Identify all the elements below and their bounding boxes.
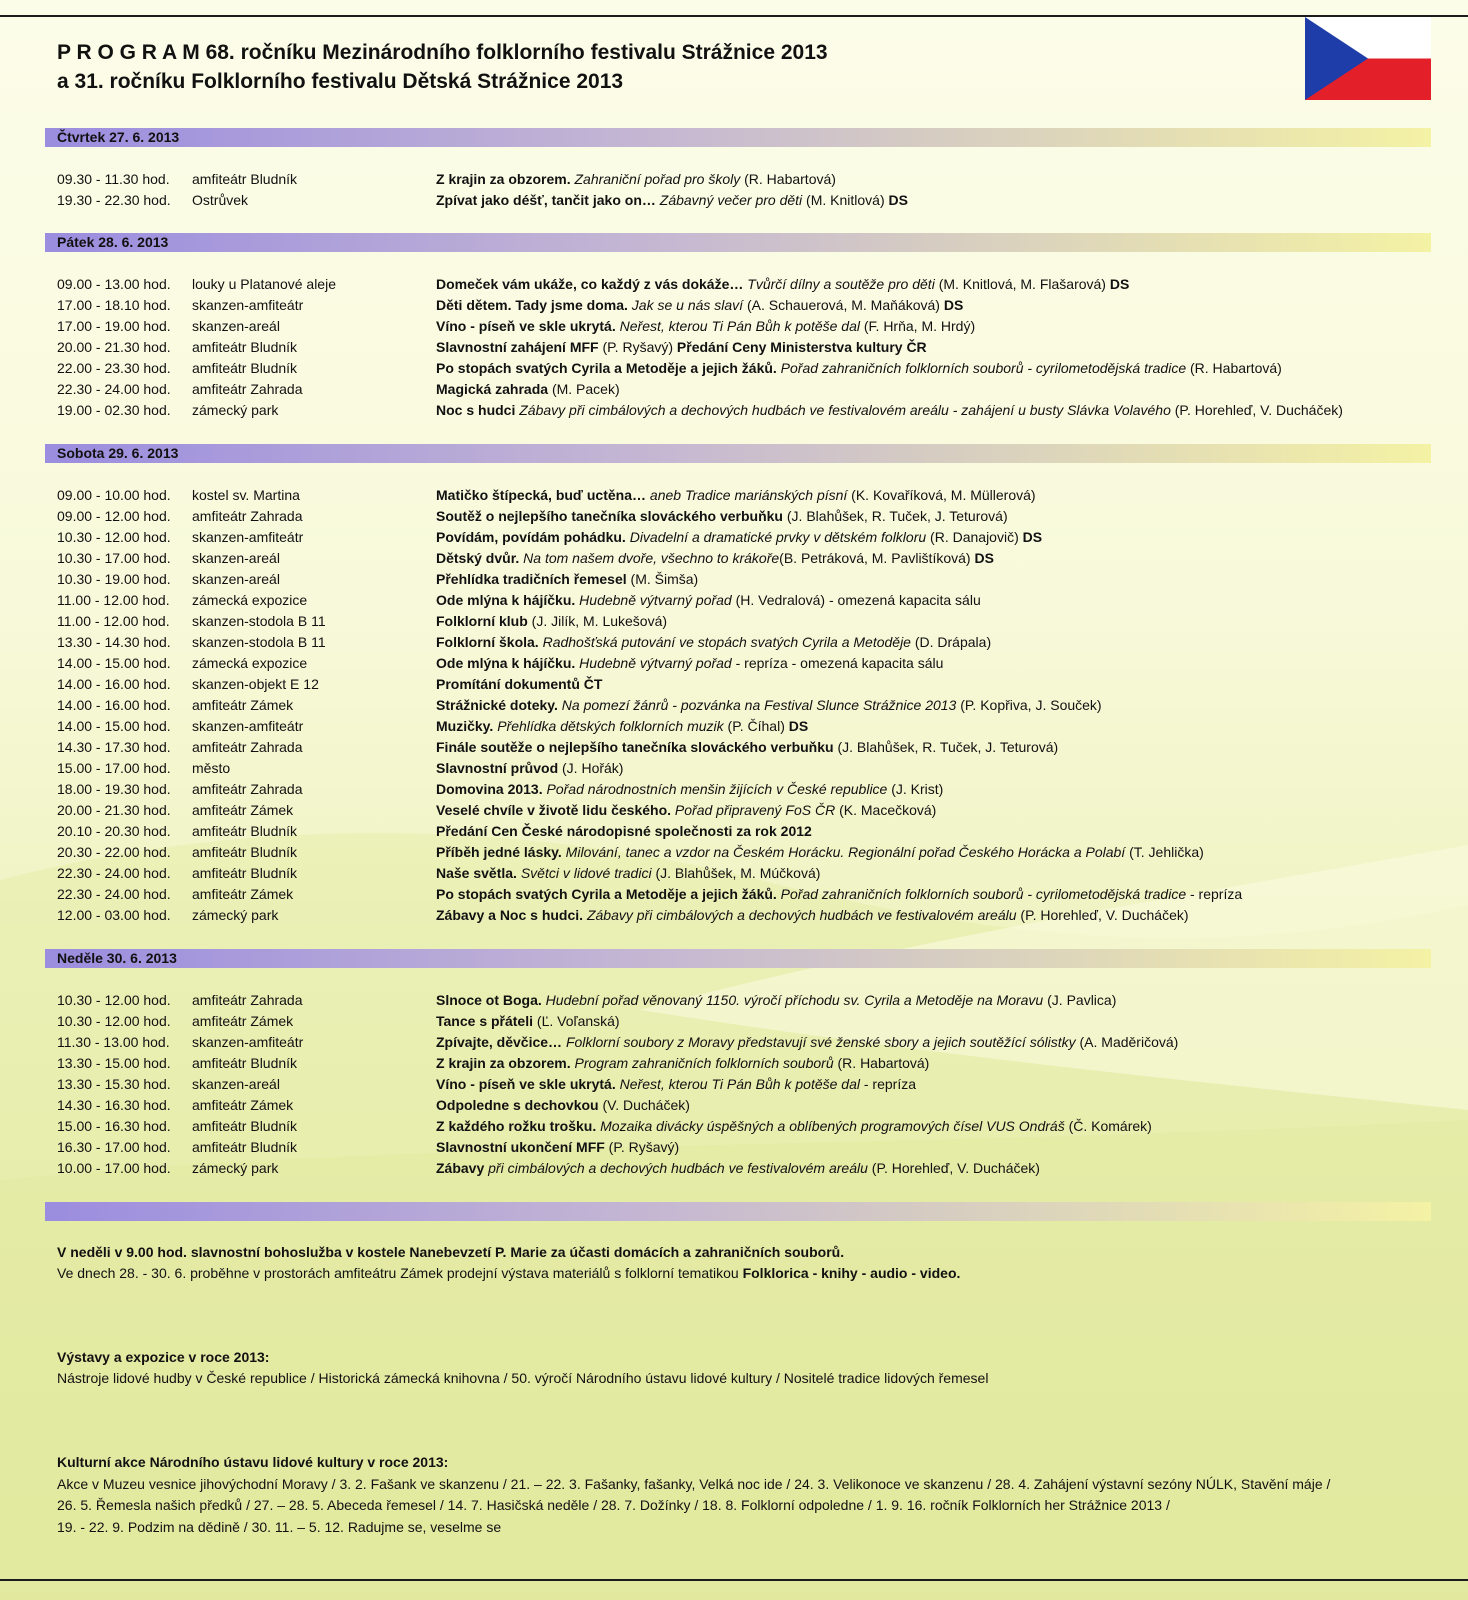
event-description	[436, 905, 1242, 926]
event-time: 20.30 - 22.00 hod.	[57, 844, 171, 860]
event-description	[436, 758, 1242, 779]
event-time: 22.00 - 23.30 hod.	[57, 360, 171, 376]
event-credits: (A. Schauerová, M. Maňáková)	[743, 297, 940, 313]
event-venue: louky u Platanové aleje	[192, 276, 336, 292]
event-title: Z každého rožku trošku.	[436, 1118, 597, 1134]
event-venue: amfiteátr Bludník	[192, 844, 298, 860]
event-description	[436, 590, 1242, 611]
event-description	[436, 190, 908, 211]
event-time: 14.00 - 16.00 hod.	[57, 676, 171, 692]
event-credits: (Ľ. Voľanská)	[533, 1013, 620, 1029]
event-credits: (R. Habartová)	[1186, 360, 1282, 376]
event-highlight: DS	[1105, 276, 1130, 292]
event-credits: - repríza - omezená kapacita sálu	[731, 655, 944, 671]
event-credits: (J. Krist)	[887, 781, 944, 797]
event-title: Naše světla.	[436, 865, 517, 881]
event-credits: (J. Blahůšek, M. Múčková)	[651, 865, 821, 881]
event-list	[57, 485, 1242, 926]
event-venue: amfiteátr Bludník	[192, 823, 298, 839]
event-row	[57, 358, 1343, 379]
event-description	[436, 611, 1242, 632]
event-credits: (R. Habartová)	[740, 171, 836, 187]
event-title: Zábavy a Noc s hudci.	[436, 907, 584, 923]
day-label: Pátek 28. 6. 2013	[57, 234, 169, 250]
event-venue: amfiteátr Zahrada	[192, 381, 303, 397]
event-description	[436, 400, 1343, 421]
event-credits: (P. Číhal)	[723, 718, 785, 734]
event-title: Strážnické doteky.	[436, 697, 558, 713]
event-description	[436, 1116, 1178, 1137]
culture-heading: Kulturní akce Národního ústavu lidové kultury v roce 2013:	[57, 1454, 449, 1470]
event-time: 16.30 - 17.00 hod.	[57, 1139, 171, 1155]
notes-section	[57, 1242, 960, 1284]
event-venue: zámecká expozice	[192, 592, 308, 608]
event-credits: (J. Hořák)	[558, 760, 624, 776]
event-credits: (M. Pacek)	[548, 381, 620, 397]
event-title: Muzičky.	[436, 718, 494, 734]
event-description	[436, 1011, 1178, 1032]
day-header-bar	[45, 128, 1431, 147]
event-row	[57, 1032, 1178, 1053]
event-title: Z krajin za obzorem.	[436, 171, 571, 187]
event-description	[436, 1053, 1178, 1074]
event-subtitle: Pořad zahraničních folklorních souborů - cyrilometodějská tradice	[776, 886, 1187, 902]
event-venue: skanzen-areál	[192, 571, 280, 587]
event-row	[57, 485, 1242, 506]
event-time: 17.00 - 18.10 hod.	[57, 297, 171, 313]
event-title: Přehlídka tradičních řemesel	[436, 571, 627, 587]
event-credits: (K. Kovaříková, M. Müllerová)	[847, 487, 1036, 503]
event-venue: amfiteátr Bludník	[192, 171, 298, 187]
day-label: Čtvrtek 27. 6. 2013	[57, 129, 180, 145]
event-list	[57, 990, 1178, 1179]
event-row	[57, 632, 1242, 653]
day-label: Neděle 30. 6. 2013	[57, 950, 177, 966]
event-title: Matičko štípecká, buď uctěna…	[436, 487, 647, 503]
event-subtitle: Na tom našem dvoře, všechno to krákoře	[519, 550, 780, 566]
event-venue: amfiteátr Bludník	[192, 339, 298, 355]
event-row	[57, 316, 1343, 337]
bottom-rule	[0, 1579, 1468, 1581]
event-credits: (J. Jilík, M. Lukešová)	[527, 613, 668, 629]
event-row	[57, 1116, 1178, 1137]
exhibitions-section	[57, 1347, 988, 1389]
event-subtitle: Program zahraničních folklorních souborů	[570, 1055, 834, 1071]
event-credits: (V. Ducháček)	[598, 1097, 690, 1113]
sale-note-highlight: Folklorica - knihy - audio - video.	[742, 1265, 961, 1281]
event-row	[57, 590, 1242, 611]
event-description	[436, 1095, 1178, 1116]
event-title: Noc s hudci	[436, 402, 516, 418]
event-title: Ode mlýna k hájíčku.	[436, 655, 576, 671]
event-row	[57, 842, 1242, 863]
event-row	[57, 716, 1242, 737]
event-venue: amfiteátr Zahrada	[192, 508, 303, 524]
event-venue: kostel sv. Martina	[192, 487, 300, 503]
day-header-bar	[45, 233, 1431, 252]
event-title: Víno - píseň ve skle ukrytá.	[436, 318, 616, 334]
event-venue: amfiteátr Zahrada	[192, 992, 303, 1008]
event-subtitle: Zábavy při cimbálových a dechových hudbách ve festivalovém areálu	[583, 907, 1017, 923]
event-description	[436, 990, 1178, 1011]
event-title: Zábavy	[436, 1160, 485, 1176]
event-description	[436, 1137, 1178, 1158]
event-subtitle: Neřest, kterou Ti Pán Bůh k potěše dal	[615, 1076, 860, 1092]
event-row	[57, 400, 1343, 421]
event-highlight: DS	[970, 550, 994, 566]
exhibitions-heading: Výstavy a expozice v roce 2013:	[57, 1349, 270, 1365]
event-time: 17.00 - 19.00 hod.	[57, 318, 171, 334]
event-time: 10.30 - 12.00 hod.	[57, 1013, 171, 1029]
event-time: 22.30 - 24.00 hod.	[57, 886, 171, 902]
event-row	[57, 737, 1242, 758]
event-credits: (M. Knitlová)	[802, 192, 885, 208]
event-subtitle: Folklorní soubory z Moravy představují své ženské sbory a jejich soutěžící sólistky	[562, 1034, 1076, 1050]
event-row	[57, 274, 1343, 295]
event-time: 10.00 - 17.00 hod.	[57, 1160, 171, 1176]
event-highlight: DS	[784, 718, 809, 734]
event-subtitle: Pořad zahraničních folklorních souborů - cyrilometodějská tradice	[776, 360, 1187, 376]
event-highlight: DS	[1018, 529, 1043, 545]
event-venue: zámecký park	[192, 402, 279, 418]
title-line-2: a 31. ročníku Folklorního festivalu Dětská Strážnice 2013	[57, 70, 624, 93]
day-header-bar	[45, 949, 1431, 968]
event-row	[57, 863, 1242, 884]
event-row	[57, 779, 1242, 800]
event-subtitle: Přehlídka dětských folklorních muzik	[493, 718, 724, 734]
event-subtitle: aneb Tradice mariánských písní	[646, 487, 848, 503]
event-time: 20.10 - 20.30 hod.	[57, 823, 171, 839]
event-description	[436, 506, 1242, 527]
event-time: 22.30 - 24.00 hod.	[57, 381, 171, 397]
event-credits: (R. Habartová)	[833, 1055, 930, 1071]
event-highlight: DS	[939, 297, 964, 313]
event-venue: amfiteátr Zahrada	[192, 739, 303, 755]
event-venue: amfiteátr Zámek	[192, 1013, 294, 1029]
event-description	[436, 1032, 1178, 1053]
event-subtitle: Zábavný večer pro děti	[655, 192, 803, 208]
event-venue: skanzen-areál	[192, 550, 280, 566]
event-list	[57, 274, 1343, 421]
event-venue: amfiteátr Bludník	[192, 360, 298, 376]
event-description	[436, 485, 1242, 506]
event-subtitle: při cimbálových a dechových hudbách ve festivalovém areálu	[484, 1160, 868, 1176]
event-title: Předání Cen České národopisné společnosti za rok 2012	[436, 823, 812, 839]
event-row	[57, 1074, 1178, 1095]
title-line-1: P R O G R A M 68. ročníku Mezinárodního folklorního festivalu Strážnice 2013	[57, 41, 828, 64]
event-subtitle: Na pomezí žánrů - pozvánka na Festival Slunce Strážnice 2013	[557, 697, 957, 713]
day-label: Sobota 29. 6. 2013	[57, 445, 179, 461]
event-time: 14.30 - 17.30 hod.	[57, 739, 171, 755]
event-title: Tance s přáteli	[436, 1013, 534, 1029]
event-subtitle: Jak se u nás slaví	[627, 297, 744, 313]
event-subtitle: Tvůrčí dílny a soutěže pro děti	[743, 276, 935, 292]
event-time: 11.30 - 13.00 hod.	[57, 1034, 170, 1050]
event-description	[436, 548, 1242, 569]
event-subtitle: Zábavy při cimbálových a dechových hudbách ve festivalovém areálu - zahájení u busty Slávka Volavého	[515, 402, 1171, 418]
event-description	[436, 295, 1343, 316]
event-time: 13.30 - 14.30 hod.	[57, 634, 171, 650]
event-credits: (R. Danajovič)	[926, 529, 1019, 545]
event-title: Odpoledne s dechovkou	[436, 1097, 599, 1113]
event-credits: (A. Maděričová)	[1075, 1034, 1179, 1050]
event-description	[436, 569, 1242, 590]
event-time: 13.30 - 15.30 hod.	[57, 1076, 171, 1092]
event-venue: zámecký park	[192, 907, 279, 923]
event-credits: (J. Pavlica)	[1043, 992, 1117, 1008]
event-subtitle: Pořad národnostních menšin žijících v České republice	[542, 781, 888, 797]
event-title: Soutěž o nejlepšího tanečníka slováckého verbuňku	[436, 508, 783, 524]
event-credits: - repríza	[859, 1076, 916, 1092]
event-time: 14.30 - 16.30 hod.	[57, 1097, 171, 1113]
event-subtitle: Pořad připravený FoS ČR	[671, 802, 836, 818]
event-venue: zámecký park	[192, 1160, 279, 1176]
event-subtitle: Hudebně výtvarný pořad	[575, 655, 732, 671]
top-rule	[0, 15, 1468, 17]
event-row	[57, 990, 1178, 1011]
event-row	[57, 821, 1242, 842]
event-venue: amfiteátr Zámek	[192, 886, 294, 902]
event-venue: skanzen-objekt E 12	[192, 676, 319, 692]
event-title: Zpívajte, děvčice…	[436, 1034, 563, 1050]
event-description	[436, 716, 1242, 737]
event-description	[436, 884, 1242, 905]
event-time: 14.00 - 15.00 hod.	[57, 718, 171, 734]
event-row	[57, 506, 1242, 527]
event-time: 09.00 - 13.00 hod.	[57, 276, 171, 292]
exhibitions-text: Nástroje lidové hudby v České republice / Historická zámecká knihovna / 50. výročí Národního ústavu lidové kultury / Nositelé tradice lidových řemesel	[57, 1370, 989, 1386]
event-description	[436, 737, 1242, 758]
event-venue: amfiteátr Bludník	[192, 1118, 298, 1134]
culture-line: 19. - 22. 9. Podzim na dědině / 30. 11. – 5. 12. Radujme se, veselme se	[57, 1518, 502, 1535]
event-description	[436, 1074, 1178, 1095]
event-venue: skanzen-amfiteátr	[192, 529, 304, 545]
event-description	[436, 358, 1343, 379]
event-description	[436, 674, 1242, 695]
event-credits: (P. Horehleď, V. Ducháček)	[867, 1160, 1040, 1176]
event-credits: (D. Drápala)	[910, 634, 992, 650]
event-time: 22.30 - 24.00 hod.	[57, 865, 171, 881]
event-title: Ode mlýna k hájíčku.	[436, 592, 576, 608]
event-venue: amfiteátr Bludník	[192, 865, 298, 881]
event-row	[57, 169, 908, 190]
event-venue: skanzen-stodola B 11	[192, 634, 326, 650]
event-credits: (M. Šimša)	[626, 571, 699, 587]
event-credits: (H. Vedralová) - omezená kapacita sálu	[731, 592, 981, 608]
event-title: Slnoce ot Boga.	[436, 992, 542, 1008]
event-row	[57, 674, 1242, 695]
event-row	[57, 527, 1242, 548]
event-title: Slavnostní ukončení MFF	[436, 1139, 605, 1155]
event-description	[436, 1158, 1178, 1179]
event-time: 09.00 - 10.00 hod.	[57, 487, 171, 503]
event-row	[57, 1053, 1178, 1074]
event-venue: amfiteátr Bludník	[192, 1055, 298, 1071]
event-description	[436, 316, 1343, 337]
event-title: Víno - píseň ve skle ukrytá.	[436, 1076, 616, 1092]
mass-note: V neděli v 9.00 hod. slavnostní bohoslužba v kostele Nanebevzetí P. Marie za účasti domácích a zahraničních souborů.	[57, 1244, 845, 1260]
event-description	[436, 842, 1242, 863]
event-time: 09.30 - 11.30 hod.	[57, 171, 170, 187]
event-subtitle: Hudební pořad věnovaný 1150. výročí příchodu sv. Cyrila a Metoděje na Moravu	[541, 992, 1044, 1008]
event-title: Slavnostní průvod	[436, 760, 559, 776]
event-title: Po stopách svatých Cyrila a Metoděje a jejich žáků.	[436, 360, 777, 376]
event-subtitle: Mozaika divácky úspěšných a oblíbených programových čísel VUS Ondráš	[596, 1118, 1065, 1134]
event-row	[57, 800, 1242, 821]
event-title: Finále soutěže o nejlepšího tanečníka slováckého verbuňku	[436, 739, 834, 755]
event-title: Domovina 2013.	[436, 781, 543, 797]
event-venue: skanzen-amfiteátr	[192, 718, 304, 734]
event-venue: amfiteátr Bludník	[192, 1139, 298, 1155]
event-row	[57, 611, 1242, 632]
event-venue: zámecká expozice	[192, 655, 308, 671]
event-credits: (J. Blahůšek, R. Tuček, J. Teturová)	[783, 508, 1008, 524]
event-row	[57, 653, 1242, 674]
event-row	[57, 337, 1343, 358]
event-credits: (Č. Komárek)	[1064, 1118, 1152, 1134]
event-time: 10.30 - 12.00 hod.	[57, 529, 171, 545]
event-description	[436, 779, 1242, 800]
event-credits: (P. Ryšavý)	[598, 339, 674, 355]
event-row	[57, 884, 1242, 905]
event-time: 19.30 - 22.30 hod.	[57, 192, 171, 208]
event-venue: amfiteátr Zahrada	[192, 781, 303, 797]
event-venue: amfiteátr Zámek	[192, 1097, 294, 1113]
event-row	[57, 569, 1242, 590]
event-row	[57, 1158, 1178, 1179]
event-venue: skanzen-areál	[192, 318, 280, 334]
event-description	[436, 169, 908, 190]
divider-bar	[45, 1202, 1431, 1221]
event-credits: (K. Macečková)	[835, 802, 937, 818]
event-time: 11.00 - 12.00 hod.	[57, 613, 170, 629]
event-title: Děti dětem. Tady jsme doma.	[436, 297, 628, 313]
event-time: 15.00 - 16.30 hod.	[57, 1118, 171, 1134]
culture-line: 26. 5. Řemesla našich předků / 27. – 28. 5. Abeceda řemesel / 14. 7. Hasičská neděle / 28. 7. Dožínky / 18. 8. Folklorní odpoledne / 1. 9. 16. ročník Folklorních her Strážnice 2013 /	[57, 1497, 1170, 1513]
event-title: Dětský dvůr.	[436, 550, 520, 566]
event-title: Zpívat jako déšť, tančit jako on…	[436, 192, 656, 208]
event-description	[436, 695, 1242, 716]
culture-line: Akce v Muzeu vesnice jihovýchodní Moravy / 3. 2. Fašank ve skanzenu / 21. – 22. 3. Fašanky, fašanky, Velká noc ide / 24. 3. Velikonoce ve skanzenu / 28. 4. Zahájení výstavní sezóny NÚLK, Stavění máje /	[57, 1475, 1331, 1492]
event-time: 09.00 - 12.00 hod.	[57, 508, 171, 524]
event-description	[436, 632, 1242, 653]
event-row	[57, 1095, 1178, 1116]
event-credits: (P. Horehleď, V. Ducháček)	[1170, 402, 1343, 418]
event-credits: (J. Blahůšek, R. Tuček, J. Teturová)	[833, 739, 1059, 755]
event-credits: (F. Hrňa, M. Hrdý)	[859, 318, 976, 334]
event-time: 15.00 - 17.00 hod.	[57, 760, 171, 776]
event-subtitle: Milování, tanec a vzdor na Českém Horácku. Regionální pořad Českého Horácka a Polabí	[561, 844, 1126, 860]
event-venue: skanzen-amfiteátr	[192, 297, 304, 313]
event-row	[57, 379, 1343, 400]
event-description	[436, 337, 1343, 358]
event-description	[436, 274, 1343, 295]
event-venue: amfiteátr Zámek	[192, 802, 294, 818]
event-subtitle: Divadelní a dramatické prvky v dětském folkloru	[625, 529, 927, 545]
event-title: Povídám, povídám pohádku.	[436, 529, 626, 545]
event-time: 14.00 - 16.00 hod.	[57, 697, 171, 713]
event-time: 12.00 - 03.00 hod.	[57, 907, 171, 923]
event-description	[436, 379, 1343, 400]
event-time: 11.00 - 12.00 hod.	[57, 592, 170, 608]
event-description	[436, 800, 1242, 821]
event-venue: Ostrůvek	[192, 192, 249, 208]
culture-section	[57, 1452, 1330, 1538]
event-credits: (B. Petráková, M. Pavlištíková)	[779, 550, 971, 566]
event-row	[57, 758, 1242, 779]
event-highlight: Předání Ceny Ministerstva kultury ČR	[673, 339, 927, 355]
event-credits: (T. Jehlička)	[1125, 844, 1204, 860]
event-title: Domeček vám ukáže, co každý z vás dokáže…	[436, 276, 744, 292]
event-row	[57, 190, 908, 211]
event-title: Promítání dokumentů ČT	[436, 676, 603, 692]
event-venue: město	[192, 760, 231, 776]
event-credits: (P. Ryšavý)	[604, 1139, 680, 1155]
event-title: Folklorní škola.	[436, 634, 539, 650]
event-time: 13.30 - 15.00 hod.	[57, 1055, 171, 1071]
event-title: Z krajin za obzorem.	[436, 1055, 571, 1071]
event-row	[57, 295, 1343, 316]
event-venue: skanzen-stodola B 11	[192, 613, 326, 629]
event-credits: (P. Kopřiva, J. Souček)	[956, 697, 1102, 713]
event-title: Folklorní klub	[436, 613, 528, 629]
event-description	[436, 821, 1242, 842]
event-subtitle: Neřest, kterou Ti Pán Bůh k potěše dal	[615, 318, 860, 334]
event-time: 20.00 - 21.30 hod.	[57, 339, 171, 355]
event-subtitle: Radhošťská putování ve stopách svatých Cyrila a Metoděje	[538, 634, 911, 650]
event-subtitle: Zahraniční pořad pro školy	[570, 171, 741, 187]
event-description	[436, 653, 1242, 674]
event-title: Příběh jedné lásky.	[436, 844, 562, 860]
event-description	[436, 863, 1242, 884]
event-time: 10.30 - 17.00 hod.	[57, 550, 171, 566]
event-title: Po stopách svatých Cyrila a Metoděje a jejich žáků.	[436, 886, 777, 902]
event-title: Slavnostní zahájení MFF	[436, 339, 599, 355]
event-credits: - repríza	[1186, 886, 1243, 902]
event-venue: skanzen-amfiteátr	[192, 1034, 304, 1050]
event-row	[57, 548, 1242, 569]
sale-note-text: Ve dnech 28. - 30. 6. proběhne v prostorách amfiteátru Zámek prodejní výstava materiálů s folklorní tematikou	[57, 1265, 743, 1281]
event-time: 19.00 - 02.30 hod.	[57, 402, 171, 418]
event-row	[57, 1011, 1178, 1032]
event-time: 18.00 - 19.30 hod.	[57, 781, 171, 797]
event-time: 20.00 - 21.30 hod.	[57, 802, 171, 818]
event-description	[436, 527, 1242, 548]
event-time: 10.30 - 12.00 hod.	[57, 992, 171, 1008]
event-time: 14.00 - 15.00 hod.	[57, 655, 171, 671]
czech-flag-icon	[1305, 17, 1431, 100]
event-credits: (P. Horehleď, V. Ducháček)	[1016, 907, 1189, 923]
event-row	[57, 1137, 1178, 1158]
event-subtitle: Světci v lidové tradici	[516, 865, 652, 881]
event-venue: amfiteátr Zámek	[192, 697, 294, 713]
sale-note	[57, 1263, 960, 1284]
event-subtitle: Hudebně výtvarný pořad	[575, 592, 732, 608]
page-title	[57, 38, 828, 96]
event-row	[57, 695, 1242, 716]
day-header-bar	[45, 444, 1431, 463]
event-highlight: DS	[884, 192, 908, 208]
event-time: 10.30 - 19.00 hod.	[57, 571, 171, 587]
event-credits: (M. Knitlová, M. Flašarová)	[934, 276, 1106, 292]
event-list	[57, 169, 908, 211]
event-row	[57, 905, 1242, 926]
event-title: Magická zahrada	[436, 381, 549, 397]
event-title: Veselé chvíle v životě lidu českého.	[436, 802, 672, 818]
event-venue: skanzen-areál	[192, 1076, 280, 1092]
